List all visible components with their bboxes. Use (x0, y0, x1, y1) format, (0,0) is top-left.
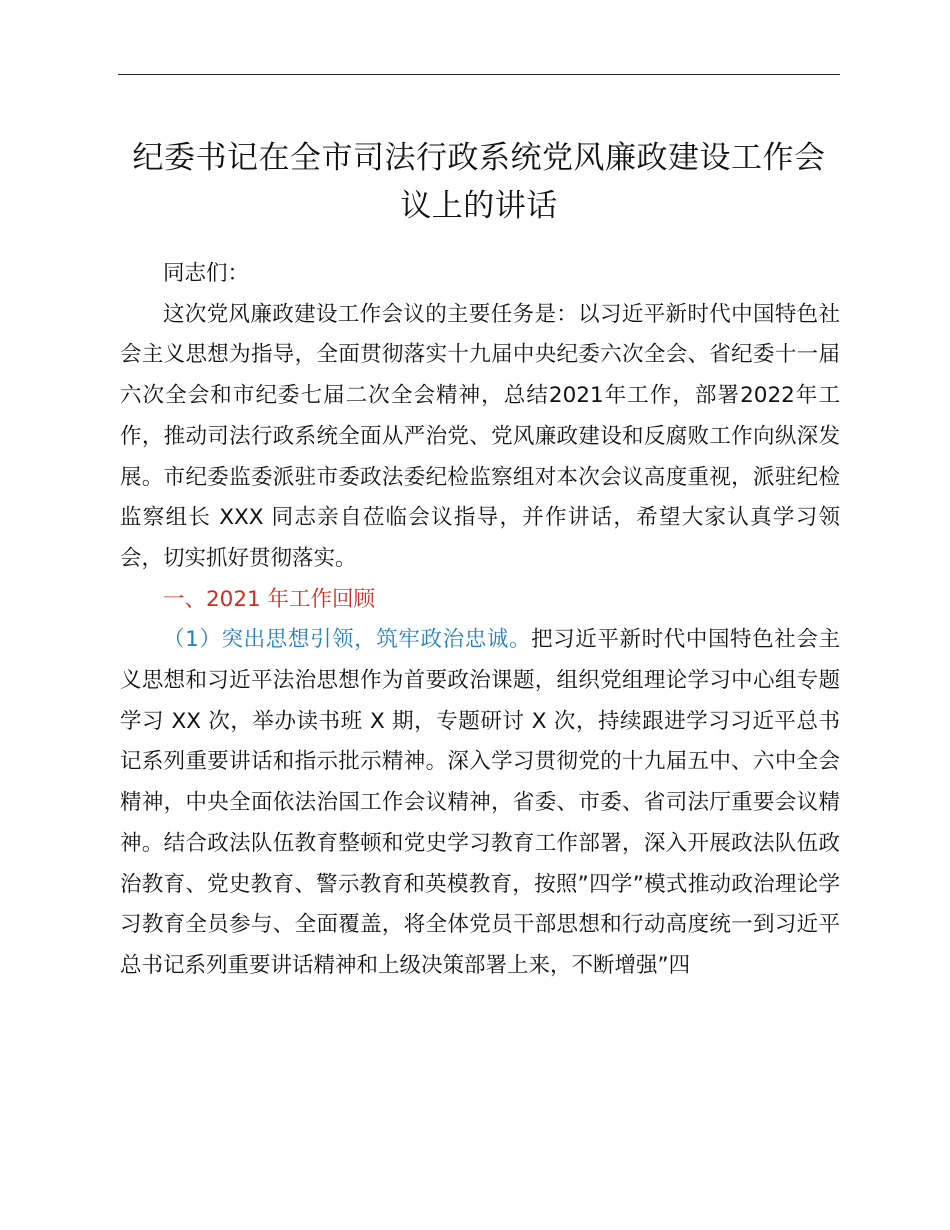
subheading-1: （1）突出思想引领，筑牢政治忠诚。 (163, 627, 532, 653)
section-1-paragraph-1 (120, 620, 840, 986)
section-heading-1: 一、2021 年工作回顾 (163, 586, 376, 612)
intro-paragraph: 这次党风廉政建设工作会议的主要任务是：以习近平新时代中国特色社会主义思想为指导，全面贯彻落实十九届中央纪委六次全会、省纪委十一届六次全会和市纪委七届二次全会精神，总结2021年工作，部署2022年工作，推动司法行政系统全面从严治党、党风廉政建设和反腐败工作向纵深发展。市纪委监委派驻市委政法委纪检监察组对本次会议高度重视，派驻纪检监察组长 XXX 同志亲自莅临会议指导，并作讲话，希望大家认真学习领会，切实抓好贯彻落实。 (120, 301, 840, 571)
document-title: 纪委书记在全市司法行政系统党风廉政建设工作会议上的讲话 (132, 140, 826, 224)
section-1-paragraph-1-text: 把习近平新时代中国特色社会主义思想和习近平法治思想作为首要政治课题，组织党组理论学习中心组专题学习 XX 次，举办读书班 X 期，专题研讨 X 次，持续跟进学习习近平总书记系列重要讲话和指示批示精神。深入学习贯彻党的十九届五中、六中全会精神，中央全面依法治国工作会议精神，省委、市委、省司法厅重要会议精神。结合政法队伍教育整顿和党史学习教育工作部署，深入开展政法队伍政治教育、党史教育、警示教育和英模教育，按照”四学”模式推动政治理论学习教育全员参与、全面覆盖，将全体党员干部思想和行动高度统一到习近平总书记系列重要讲话精神和上级决策部署上来，不断增强”四 (120, 627, 840, 978)
header-rule (118, 74, 840, 75)
document-body (120, 254, 840, 987)
greeting: 同志们： (163, 261, 250, 286)
